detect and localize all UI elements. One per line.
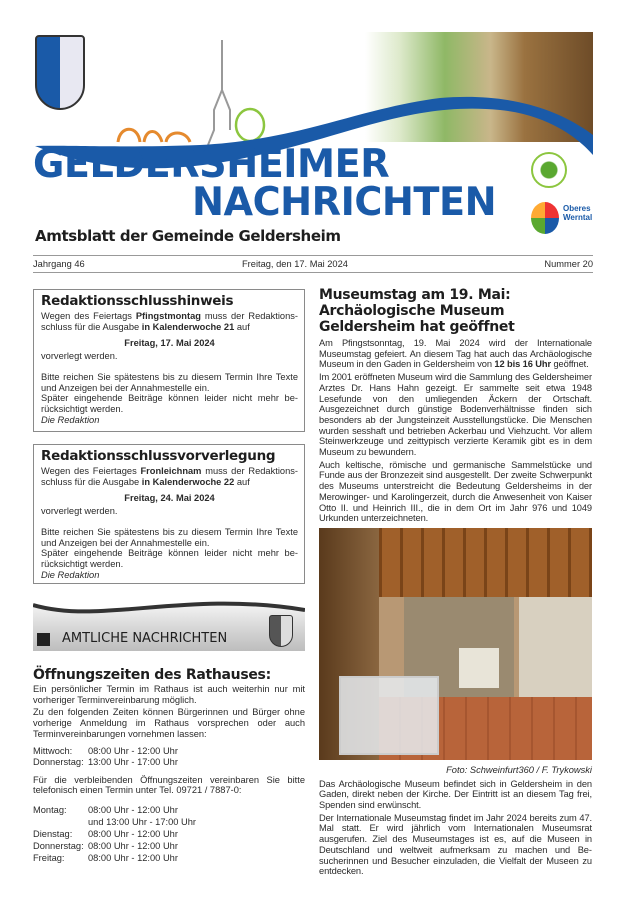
- day: Dienstag:: [33, 828, 73, 839]
- opening-text: Ein persönlicher Termin im Rathaus ist auch weiterhin nur mit vorheriger Terminvereinbarung möglich.: [33, 684, 305, 705]
- notice-deadline-1: [33, 289, 305, 432]
- time: 08:00 Uhr - 12:00 Uhr: [88, 828, 178, 839]
- notice-heading: Redaktionsschlusshinweis: [41, 293, 234, 309]
- title-line-2: NACHRICHTEN: [192, 180, 497, 225]
- article-text: Auch keltische, römische und germanische Sammelstücke und Funde aus der Bronzezeit sind ausgestellt. Der zweite Schwerpunkt des Museums unterstreicht die Bedeutung Geldersheims in der Merowinger- und Karolingerzeit, durch die Anwesenheit von Kaiser Otto II. und Heinrich III., die in dem Ort im Jahr 976 und 1049 Urkunden unterzeichneten.: [319, 459, 592, 524]
- day: Donnerstag:: [33, 840, 84, 851]
- notice-text: Bitte reichen Sie spätestens bis zu diesem Termin Ihre Texte und Anzeigen bei der Annahmestelle ein.: [41, 526, 298, 548]
- section-banner: [33, 595, 305, 651]
- deadline-date: Freitag, 17. Mai 2024: [124, 338, 215, 349]
- day: Mittwoch:: [33, 745, 73, 756]
- museum-article-continued: [319, 779, 592, 877]
- photo-caption: Foto: Schweinfurt360 / F. Trykowski: [446, 764, 592, 775]
- day: Donnerstag:: [33, 756, 84, 767]
- opening-hours-heading: Öffnungszeiten des Rathauses:: [33, 667, 271, 683]
- notice-text: Wegen des Feiertages Fronleichnam muss der Redaktionsschluss für die Ausgabe in Kalenderwoche 22 auf: [41, 466, 298, 487]
- subtitle: Amtsblatt der Gemeinde Geldersheim: [35, 227, 341, 245]
- title-line-1: GELDERSHEIMER: [33, 142, 390, 187]
- article-text: Der Internationale Museumstag findet im Jahr 2024 bereits zum 47. Mal statt. Er wird jährlich vom Internationalen Museumsrat ausgerufen. Ziel des Museumstages ist es, auf die Museen in Deutschland und weltweit aufmerksam zu machen und Besucherinnen und Besucher einzuladen, die Vielfalt der Museen zu entdecken.: [319, 812, 592, 877]
- notice-text: Wegen des Feiertags Pfingstmontag muss der Redaktionsschluss für die Ausgabe in Kalenderwoche 21 auf: [41, 311, 298, 332]
- right-column: [319, 287, 592, 877]
- article-text: Am Pfingstsonntag, 19. Mai 2024 wird der Internationale Museumstag gefeiert. An diesem Tag hat auch das Archäologische Museum in den Gaden in Geldersheim von 12 bis 16 Uhr geöffnet.: [319, 338, 592, 370]
- issue-info-bar: [33, 255, 593, 273]
- museum-article: [319, 287, 592, 524]
- time: 08:00 Uhr - 12:00 Uhr: [88, 745, 178, 756]
- time: 08:00 Uhr - 12:00 Uhr: [88, 840, 178, 851]
- notice-heading: Redaktionsschlussvorverlegung: [41, 448, 276, 464]
- notice-text: vorverlegt werden.: [41, 351, 118, 362]
- museum-photo: [319, 528, 592, 760]
- time: 13:00 Uhr - 17:00 Uhr: [88, 756, 178, 767]
- banner-square-icon: [37, 633, 50, 646]
- opening-text: Für die verbleibenden Öffnungszeiten vereinbaren Sie bitte telefonisch einen Termin unter Tel. 09721 / 7887-0:: [33, 774, 305, 796]
- volume: Jahrgang 46: [33, 259, 85, 269]
- coat-of-arms-logo: [35, 35, 85, 110]
- logo-text: Oberes Werntal: [563, 204, 593, 222]
- opening-text: Zu den folgenden Zeiten können Bürgerinnen und Bürger ohne vorherige Anmeldung im Rathaus vorsprechen oder auch Terminvereinbarungen vornehmen lassen:: [33, 707, 305, 739]
- walkin-hours-table: [33, 746, 305, 768]
- notice-signature: Die Redaktion: [41, 414, 100, 425]
- day: Freitag:: [33, 852, 65, 863]
- opening-hours-section: [33, 666, 305, 864]
- deadline-date: Freitag, 24. Mai 2024: [124, 493, 215, 504]
- day: [33, 816, 88, 828]
- banner-swoosh: [33, 595, 305, 625]
- article-text: Das Archäologische Museum befindet sich in Geldersheim in den Gaden, direkt neben der Kirche. Der Eintritt ist an diesem Tag frei, Spenden sind erwünscht.: [319, 778, 592, 811]
- notice-text: Später eingehende Beiträge können leider nicht mehr berücksichtigt werden.: [41, 393, 298, 414]
- masthead: [0, 0, 625, 250]
- time: 08:00 Uhr - 12:00 Uhr: [88, 804, 178, 815]
- notice-text: vorverlegt werden.: [41, 506, 118, 517]
- time: und 13:00 Uhr - 17:00 Uhr: [88, 816, 197, 827]
- notice-deadline-2: [33, 444, 305, 584]
- appointment-hours-table: [33, 804, 305, 864]
- notice-text: Bitte reichen Sie spätestens bis zu diesem Termin Ihre Texte und Anzeigen bei der Annahmestelle ein.: [41, 371, 298, 393]
- article-text: Im 2001 eröffneten Museum wird die Sammlung des Geldersheimer Arztes Dr. Hans Hahn gezeigt. Er sammelte seit etwa 1948 Lesefunde von den umliegenden Äckern der Ortschaft. Ausgezeichnet durch günstige Bodenverhältnisse finden sich besonders ab der Jungsteinzeit Ausstellungstücke. Die Menschen wurden sesshaft und betrieben Ackerbau und Viehzucht. Vor allem Steinwerkzeuge und zeittypisch verzierte Keramik gibt es in dem Museum zu bewundern.: [319, 372, 592, 458]
- oberes-werntal-logo: [531, 198, 593, 238]
- issue-number: Nummer 20: [544, 259, 593, 269]
- eco-badge-logo: [531, 152, 567, 188]
- issue-date: Freitag, den 17. Mai 2024: [242, 259, 348, 269]
- coat-of-arms-small-icon: [269, 615, 293, 647]
- notice-signature: Die Redaktion: [41, 569, 100, 580]
- day: Montag:: [33, 804, 67, 815]
- notice-text: Später eingehende Beiträge können leider nicht mehr berücksichtigt werden.: [41, 548, 298, 569]
- banner-label: AMTLICHE NACHRICHTEN: [62, 631, 228, 646]
- article-heading: Museumstag am 19. Mai: Archäologische Museum Geldersheim hat geöffnet: [319, 287, 515, 335]
- time: 08:00 Uhr - 12:00 Uhr: [88, 852, 178, 863]
